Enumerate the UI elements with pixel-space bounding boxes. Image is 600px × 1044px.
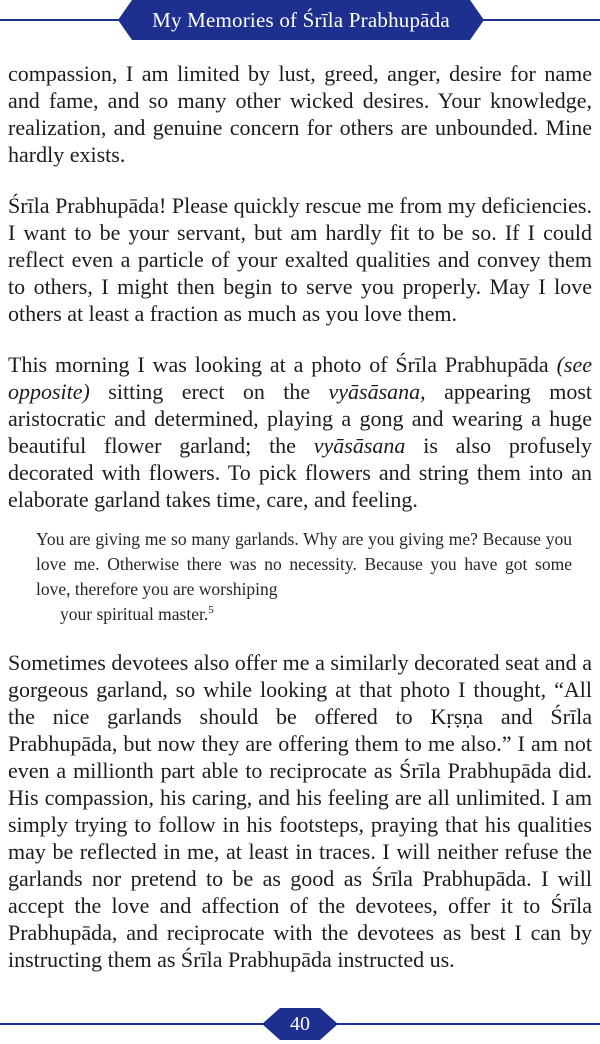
block-quote-text: You are giving me so many garlands. Why are you giving me? Because you love me. Otherwise there was no necessity. Because you have got some love, therefore you are worshiping	[36, 529, 572, 599]
block-quote	[36, 527, 572, 627]
paragraph-3	[8, 351, 592, 513]
paragraph-1: compassion, I am limited by lust, greed, anger, desire for name and fame, and so many other wicked desires. Your knowledge, realization, and genuine concern for others are unbounded. Mine hardly exists.	[8, 61, 592, 167]
paragraph-3-italic-vyasasana-1: vyāsāsana	[328, 379, 421, 404]
block-quote-last-line	[36, 602, 572, 627]
paragraph-3-text-g: is also profusely decorated with flowers. To pick flowers and string them into an elaborate garland takes time, care, and feeling.	[8, 433, 592, 512]
paragraph-3-text-c: sitting erect on the	[89, 379, 329, 404]
paragraph-4: Sometimes devotees also offer me a similarly decorated seat and a gorgeous garland, so while looking at that photo I thought, “All the nice garlands should be offered to Kṛṣṇa and Śrīla Prabhupāda, but now they are offering them to me also.” I am not even a millionth part able to reciprocate as Śrīla Prabhupāda did. His compassion, his caring, and his feeling are all unlimited. I am simply trying to follow in his footsteps, praying that his qualities may be reflected in me, at least in traces. I will neither refuse the garlands nor pretend to be as good as Śrīla Prabhupāda. I will accept the love and affection of the devotees, offer it to Śrīla Prabhupāda, and reciprocate with the devotees as best I can by instructing them as Śrīla Prabhupāda instructed us.	[8, 650, 592, 972]
footnote-marker[interactable]: 5	[208, 604, 214, 616]
paragraph-3-text-a: This morning I was looking at a photo of Śrīla Prabhupāda	[8, 352, 557, 377]
paragraph-3-italic-see-opposite: (see opposite)	[8, 352, 592, 404]
page-footer	[0, 1006, 600, 1042]
page-number: 40	[290, 1013, 310, 1035]
page-body	[8, 60, 592, 973]
paragraph-3-text-e: , appearing most aristocratic and determined, playing a gong and wearing a huge beautiful flower garland; the	[8, 379, 592, 458]
paragraph-2: Śrīla Prabhupāda! Please quickly rescue me from my deficiencies. I want to be your servant, but am hardly fit to be so. If I could reflect even a particle of your exalted qualities and convey them to others, I might then begin to serve you properly. May I love others at least a fraction as much as you love them.	[8, 193, 592, 326]
running-header	[0, 0, 600, 44]
block-quote-last-line-text: your spiritual master.	[60, 604, 209, 624]
paragraph-3-italic-vyasasana-2: vyāsāsana	[313, 433, 406, 458]
book-title: My Memories of Śrīla Prabhupāda	[152, 8, 450, 32]
